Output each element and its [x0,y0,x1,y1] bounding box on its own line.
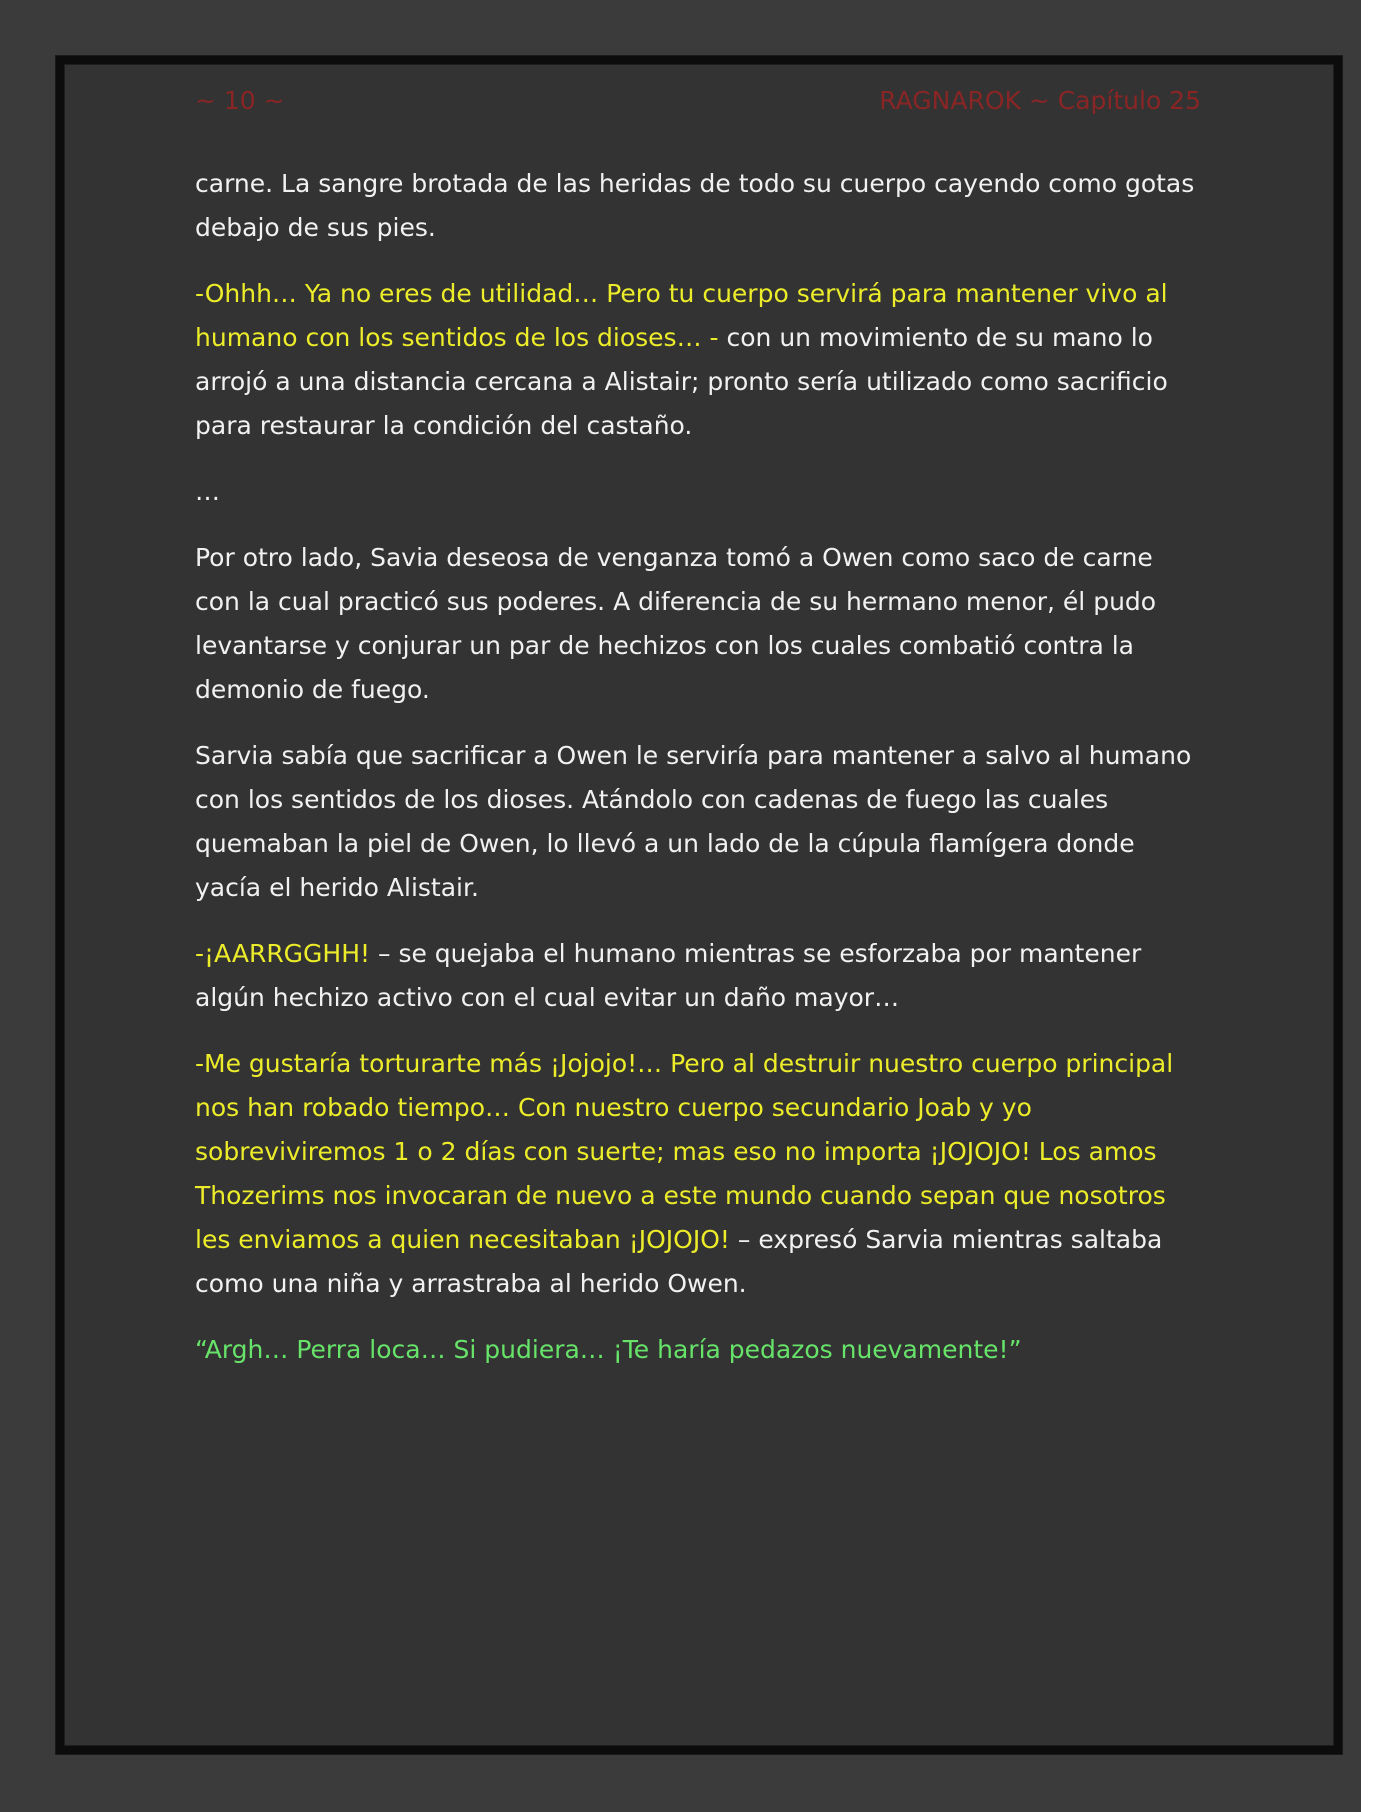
dialogue-text: -Me gustaría torturarte más ¡Jojojo!… Pero al destruir nuestro cuerpo principal nos han robado tiempo… Con nuestro cuerpo secundario Joab y yo sobreviviremos 1 o 2 días con suerte; mas eso no importa ¡JOJOJO! Los amos Thozerims nos invocaran de nuevo a este mundo cuando sepan que nosotros les enviamos a quien necesitaban ¡JOJOJO! [195,1049,1174,1254]
paragraph [195,536,1201,712]
paragraph [195,272,1201,448]
paragraph [195,932,1201,1020]
dialogue-text: -Ohhh… Ya no eres de utilidad… Pero tu cuerpo servirá para mantener vivo al humano con los sentidos de los dioses… - [195,279,1168,352]
page-edge-strip [1361,0,1400,1812]
narration-text: Por otro lado, Savia deseosa de venganza tomó a Owen como saco de carne con la cual practicó sus poderes. A diferencia de su hermano menor, él pudo levantarse y conjurar un par de hechizos con los cuales combatió contra la demonio de fuego. [195,543,1157,704]
running-title: RAGNAROK ~ Capítulo 25 [879,86,1201,115]
narration-text: – se quejaba el humano mientras se esforzaba por mantener algún hechizo activo con el cual evitar un daño mayor… [195,939,1142,1012]
paragraph [195,734,1201,910]
narration-text: con un movimiento de su mano lo arrojó a una distancia cercana a Alistair; pronto sería utilizado como sacrificio para restaurar la condición del castaño. [195,323,1168,440]
thought-text: “Argh… Perra loca… Si pudiera… ¡Te haría pedazos nuevamente!” [195,1335,1022,1364]
paragraph [195,1328,1201,1372]
narration-text: carne. La sangre brotada de las heridas de todo su cuerpo cayendo como gotas debajo de sus pies. [195,169,1195,242]
page-number: ~ 10 ~ [195,86,285,115]
narration-text: Sarvia sabía que sacrificar a Owen le serviría para mantener a salvo al humano con los sentidos de los dioses. Atándolo con cadenas de fuego las cuales quemaban la piel de Owen, lo llevó a un lado de la cúpula flamígera donde yacía el herido Alistair. [195,741,1192,902]
dialogue-text: -¡AARRGGHH! [195,939,371,968]
scene-break [195,470,1201,514]
scene-break-text: … [195,477,220,506]
paragraph [195,1042,1201,1306]
page-header [195,86,1201,122]
paragraph [195,162,1201,250]
narration-text: – expresó Sarvia mientras saltaba como una niña y arrastraba al herido Owen. [195,1225,1163,1298]
document-body [195,162,1201,1394]
